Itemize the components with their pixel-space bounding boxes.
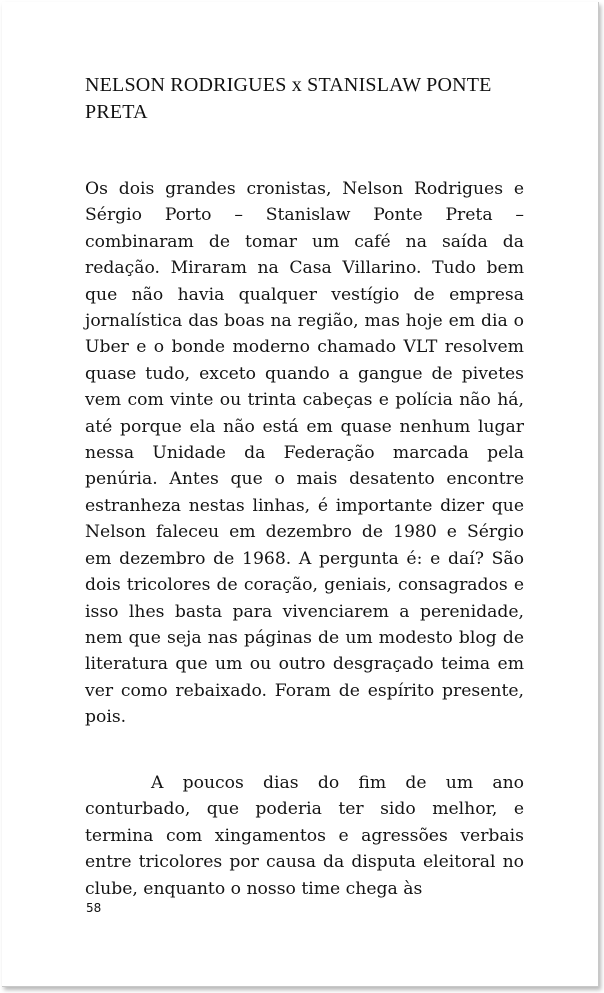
document-page [2,2,599,987]
page-number: 58 [86,901,102,915]
body-paragraph-1: Os dois grandes cronistas, Nelson Rodrigues e Sérgio Porto – Stanislaw Ponte Preta – combinaram de tomar um café na saída da redação. Miraram na Casa Villarino. Tudo bem que não havia qualquer vestígio de empresa jornalística das boas na região, mas hoje em dia o Uber e o bonde moderno chamado VLT resolvem quase tudo, exceto quando a gangue de pivetes vem com vinte ou trinta cabeças e polícia não há, até porque ela não está em quase nenhum lugar nessa Unidade da Federação marcada pela penúria. Antes que o mais desatento encontre estranheza nestas linhas, é importante dizer que Nelson faleceu em dezembro de 1980 e Sérgio em dezembro de 1968. A pergunta é: e daí? São dois tricolores de coração, geniais, consagrados e isso lhes basta para vivenciarem a perenidade, nem que seja nas páginas de um modesto blog de literatura que um ou outro desgraçado teima em ver como rebaixado. Foram de espírito presente, pois. [85,179,524,728]
body-paragraph-2: A poucos dias do fim de um ano conturbado, que poderia ter sido melhor, e termina com xingamentos e agressões verbais entre tricolores por causa da disputa eleitoral no clube, enquanto o nosso time chega às [85,773,524,899]
chapter-title: NELSON RODRIGUES x STANISLAW PONTE PRETA [85,74,492,123]
